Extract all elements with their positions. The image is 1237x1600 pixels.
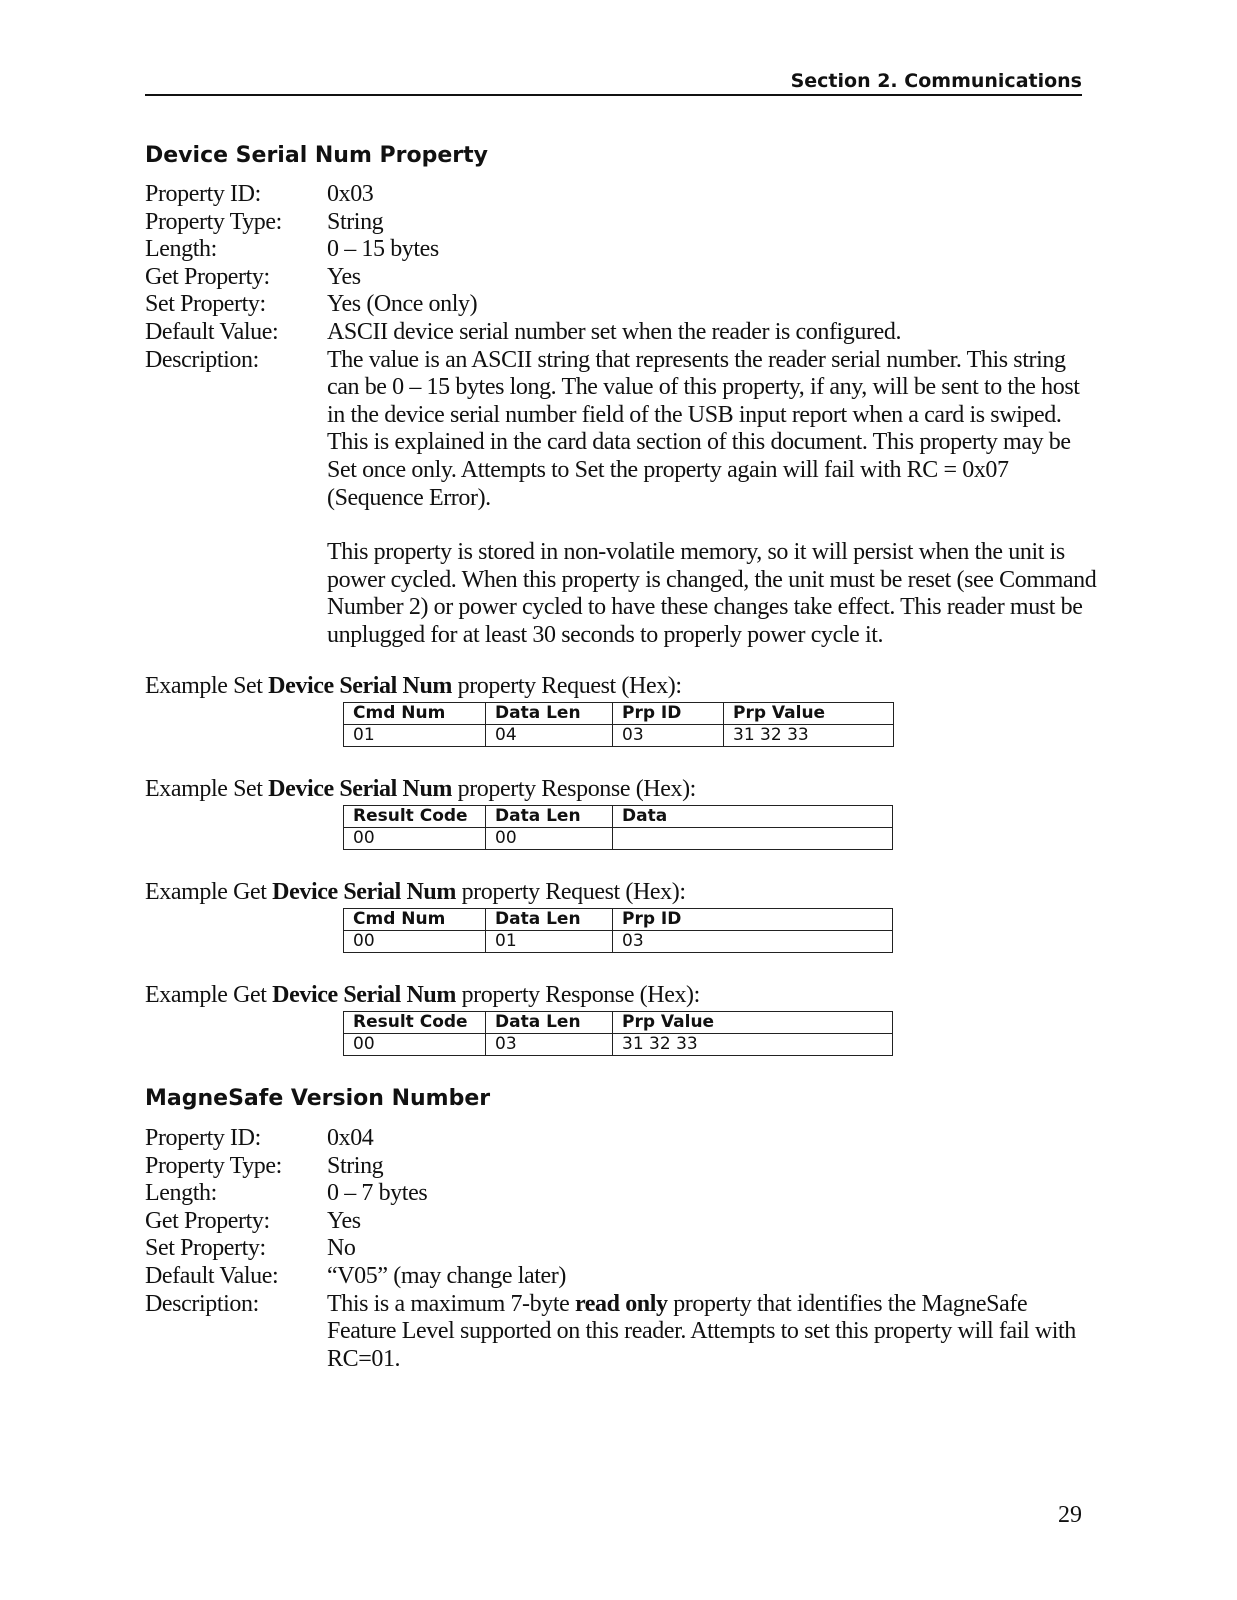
property-label: Set Property:: [145, 1235, 266, 1262]
table-row: [344, 725, 894, 747]
description-paragraph: This property is stored in non-volatile memory, so it will persist when the unit is power cycled. When this property is changed, the unit must be reset (see Command Number 2) or power cycled to have these changes take effect. This reader must be unplugged for at least 30 seconds to properly power cycle it.: [327, 539, 1097, 648]
example-table-set-request: [343, 702, 894, 747]
property-value: Yes (Once only): [327, 291, 478, 318]
table-cell: 03: [613, 725, 724, 747]
section-heading-magnesafe-version: MagneSafe Version Number: [145, 1086, 491, 1111]
section-heading-device-serial-num: Device Serial Num Property: [145, 143, 489, 168]
example-table-set-response: [343, 805, 893, 850]
table-row: [344, 1034, 893, 1056]
property-label: Default Value:: [145, 1262, 279, 1289]
property-value: 0 – 15 bytes: [327, 236, 439, 263]
table-cell: 00: [344, 1034, 486, 1056]
property-value: String: [327, 1152, 384, 1179]
property-label: Get Property:: [145, 1207, 270, 1234]
table-header-cell: Prp Value: [613, 1012, 893, 1034]
property-list-magnesafe-version: [145, 1125, 1095, 1373]
property-label: Property Type:: [145, 1152, 282, 1179]
table-header-cell: Prp Value: [724, 703, 894, 725]
property-row: [145, 264, 1095, 292]
property-label: Length:: [145, 236, 217, 263]
property-row: [145, 1153, 1095, 1181]
property-row: [145, 319, 1095, 347]
property-row: [145, 1235, 1095, 1263]
table-cell: 03: [486, 1034, 613, 1056]
caption-text: property Request (Hex):: [452, 673, 682, 699]
description-row: [145, 347, 1095, 650]
table-header-cell: Data Len: [486, 1012, 613, 1034]
example-caption: [145, 982, 700, 1010]
property-value: ASCII device serial number set when the reader is configured.: [327, 318, 902, 345]
table-cell: 00: [344, 828, 486, 850]
caption-text: property Response (Hex):: [455, 982, 700, 1008]
table-header-cell: Prp ID: [613, 703, 724, 725]
table-header-cell: Cmd Num: [344, 909, 486, 931]
description-paragraph: The value is an ASCII string that represents the reader serial number. This string can be 0 – 15 bytes long. The value of this property, if any, will be sent to the host in the device serial number field of the USB input report when a card is swiped. This is explained in the card data section of this document. This property may be Set once only. Attempts to Set the property again will fail with RC = 0x07 (Sequence Error).: [327, 346, 1080, 511]
property-value: 0x04: [327, 1125, 374, 1151]
caption-text: property Request (Hex):: [455, 879, 686, 905]
caption-text: property Response (Hex):: [452, 776, 696, 802]
example-caption: [145, 673, 682, 701]
description-row: [145, 1291, 1095, 1374]
table-cell: 01: [344, 725, 486, 747]
description-bold-text: read only: [574, 1290, 668, 1317]
table-cell: 00: [486, 828, 613, 850]
table-header-row: [344, 909, 893, 931]
table-row: [344, 931, 893, 953]
example-caption: [145, 776, 696, 804]
caption-text: Example Set: [145, 776, 269, 802]
table-header-cell: Cmd Num: [344, 703, 486, 725]
table-header-row: [344, 1012, 893, 1034]
caption-text: Example Set: [145, 673, 269, 699]
property-value: Yes: [327, 1207, 361, 1234]
table-header-cell: Data Len: [486, 806, 613, 828]
section-header: Section 2. Communications: [790, 70, 1082, 92]
table-cell: 04: [486, 725, 613, 747]
property-value: 0x03: [327, 181, 374, 207]
table-header-row: [344, 806, 893, 828]
table-cell: 00: [344, 931, 486, 953]
property-list-device-serial-num: [145, 181, 1095, 650]
property-value: 0 – 7 bytes: [327, 1180, 428, 1207]
property-label: Default Value:: [145, 318, 279, 345]
description-text: property that identifies the MagneSafe Feature Level supported on this reader. Attempts to set this property will fail with RC=01.: [327, 1290, 1076, 1372]
property-value: Yes: [327, 263, 361, 290]
property-row: [145, 236, 1095, 264]
description-paragraph: [327, 1291, 1097, 1374]
header-rule: [145, 94, 1082, 96]
property-row: [145, 1125, 1095, 1153]
property-row: [145, 209, 1095, 237]
description-body: [327, 347, 1097, 650]
description-label: Description:: [145, 346, 259, 373]
table-cell: [613, 828, 893, 850]
description-text: This is a maximum 7-byte: [327, 1290, 575, 1317]
description-label: Description:: [145, 1290, 259, 1317]
property-label: Property ID:: [145, 1125, 261, 1151]
caption-bold-text: Device Serial Num: [268, 776, 452, 802]
property-label: Set Property:: [145, 291, 266, 318]
page-number: 29: [1058, 1502, 1082, 1528]
property-label: Get Property:: [145, 263, 270, 290]
property-row: [145, 1263, 1095, 1291]
table-cell: 31 32 33: [724, 725, 894, 747]
property-value: No: [327, 1235, 356, 1262]
caption-text: Example Get: [145, 982, 273, 1008]
property-row: [145, 1180, 1095, 1208]
caption-text: Example Get: [145, 879, 273, 905]
table-cell: 31 32 33: [613, 1034, 893, 1056]
table-row: [344, 828, 893, 850]
property-value: “V05” (may change later): [327, 1262, 566, 1289]
table-header-cell: Result Code: [344, 806, 486, 828]
table-cell: 01: [486, 931, 613, 953]
table-header-cell: Data Len: [486, 703, 613, 725]
caption-bold-text: Device Serial Num: [268, 673, 452, 699]
property-label: Length:: [145, 1180, 217, 1207]
property-row: [145, 1208, 1095, 1236]
table-header-row: [344, 703, 894, 725]
caption-bold-text: Device Serial Num: [272, 879, 456, 905]
example-table-get-response: [343, 1011, 893, 1056]
example-table-get-request: [343, 908, 893, 953]
property-row: [145, 181, 1095, 209]
example-caption: [145, 879, 686, 907]
description-body: [327, 1291, 1097, 1374]
property-label: Property Type:: [145, 208, 282, 235]
property-value: String: [327, 208, 384, 235]
table-header-cell: Data: [613, 806, 893, 828]
table-header-cell: Data Len: [486, 909, 613, 931]
property-row: [145, 291, 1095, 319]
property-label: Property ID:: [145, 181, 261, 207]
table-header-cell: Result Code: [344, 1012, 486, 1034]
table-header-cell: Prp ID: [613, 909, 893, 931]
caption-bold-text: Device Serial Num: [272, 982, 456, 1008]
table-cell: 03: [613, 931, 893, 953]
